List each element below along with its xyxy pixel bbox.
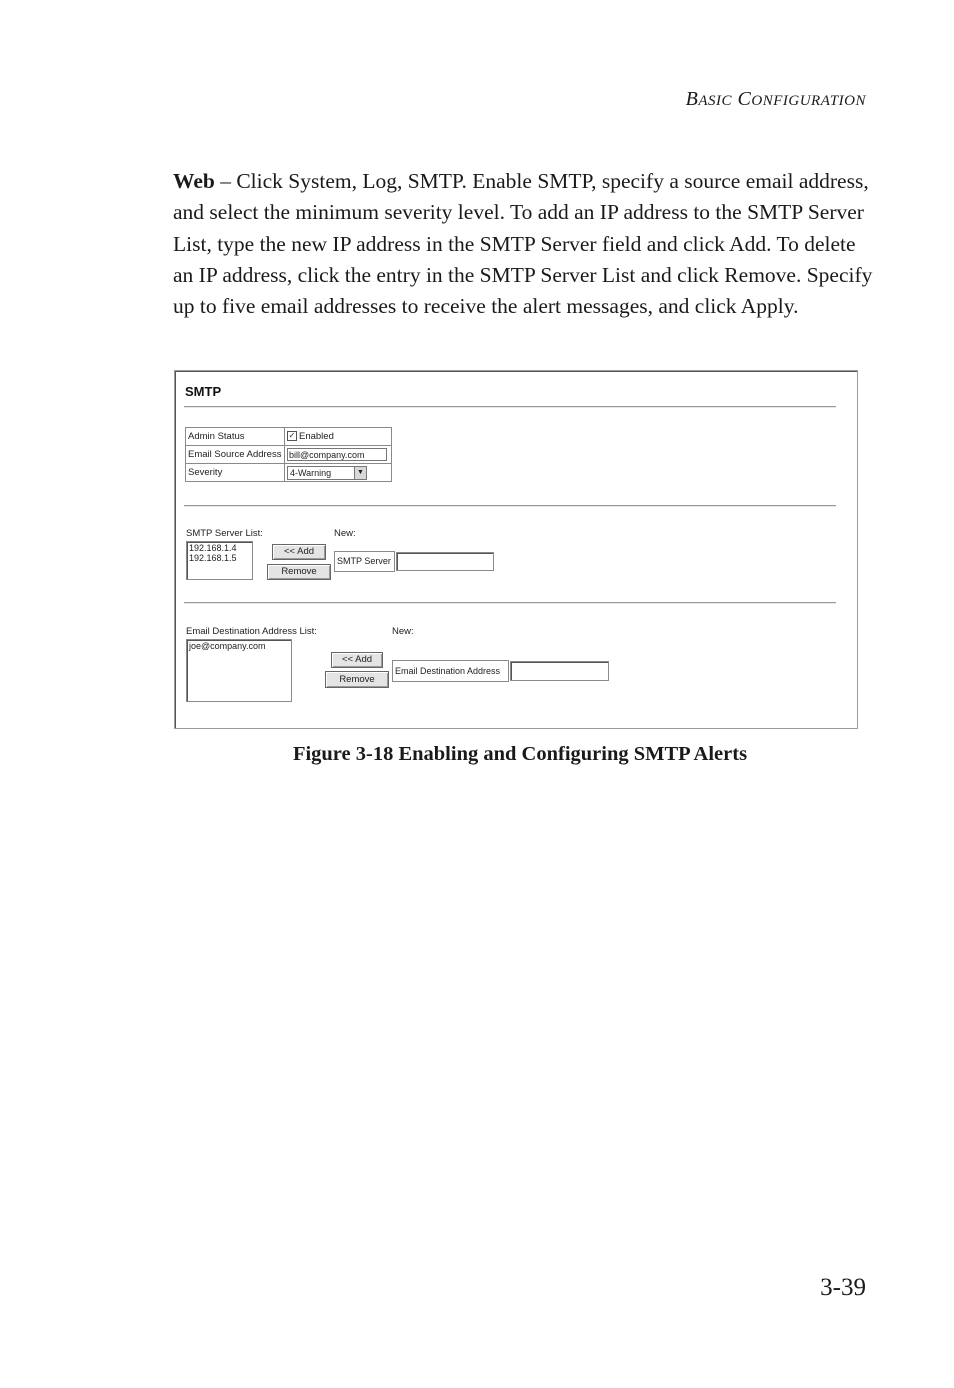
table-row xyxy=(186,464,392,482)
smtp-server-input[interactable] xyxy=(396,552,494,571)
smtp-figure xyxy=(174,370,858,729)
email-dest-new-label: New: xyxy=(392,626,414,637)
running-header xyxy=(686,88,866,111)
divider xyxy=(184,602,836,604)
admin-status-checkbox[interactable]: ✓ xyxy=(288,431,296,441)
admin-status-value: Enabled xyxy=(299,431,334,442)
smtp-add-button[interactable]: << Add xyxy=(272,544,326,560)
smtp-server-list-label: SMTP Server List: xyxy=(186,528,263,539)
email-source-input[interactable]: bill@company.com xyxy=(287,448,387,461)
smtp-settings-table xyxy=(185,427,392,482)
header-initial-1: B xyxy=(685,88,699,110)
body-lead: Web xyxy=(173,169,215,193)
email-add-button[interactable]: << Add xyxy=(331,652,383,668)
figure-title: SMTP xyxy=(185,384,222,399)
admin-status-label: Admin Status xyxy=(186,428,285,446)
list-item[interactable]: joe@company.com xyxy=(189,641,266,651)
divider xyxy=(184,505,836,507)
email-dest-listbox[interactable] xyxy=(186,639,292,702)
admin-status-cell xyxy=(285,428,392,446)
table-row xyxy=(186,446,392,464)
email-dest-field-label: Email Destination Address xyxy=(392,660,509,682)
divider xyxy=(184,406,836,408)
smtp-remove-button[interactable]: Remove xyxy=(267,564,331,580)
severity-label: Severity xyxy=(186,464,285,482)
page-number: 3-39 xyxy=(820,1274,866,1301)
severity-value: 4-Warning xyxy=(290,467,332,478)
email-remove-button[interactable]: Remove xyxy=(325,671,389,688)
list-item[interactable]: 192.168.1.5 xyxy=(189,553,237,563)
body-paragraph xyxy=(173,166,873,322)
severity-cell xyxy=(285,464,392,482)
email-dest-list-label: Email Destination Address List: xyxy=(186,626,317,637)
email-source-cell xyxy=(285,446,392,464)
header-initial-2: C xyxy=(737,88,752,110)
header-rest-1: ASIC xyxy=(698,93,733,109)
email-dest-input[interactable] xyxy=(510,661,609,681)
header-rest-2: ONFIGURATION xyxy=(751,93,866,109)
figure-caption: Figure 3-18 Enabling and Configuring SMTP Alerts xyxy=(292,743,748,765)
smtp-server-listbox[interactable] xyxy=(186,541,253,580)
body-text: – Click System, Log, SMTP. Enable SMTP, specify a source email address, and select the minimum severity level. To add an IP address to the SMTP Server List, type the new IP address in the SMTP Server field and click Add. To delete an IP address, click the entry in the SMTP Server List and click Remove. Specify up to five email addresses to receive the alert messages, and click Apply. xyxy=(173,169,873,319)
email-source-label: Email Source Address xyxy=(186,446,285,464)
smtp-server-field-label: SMTP Server xyxy=(334,551,395,572)
list-item[interactable]: 192.168.1.4 xyxy=(189,543,237,553)
table-row xyxy=(186,428,392,446)
chevron-down-icon[interactable]: ▼ xyxy=(354,467,366,479)
severity-select[interactable] xyxy=(287,466,367,480)
smtp-server-new-label: New: xyxy=(334,528,356,539)
